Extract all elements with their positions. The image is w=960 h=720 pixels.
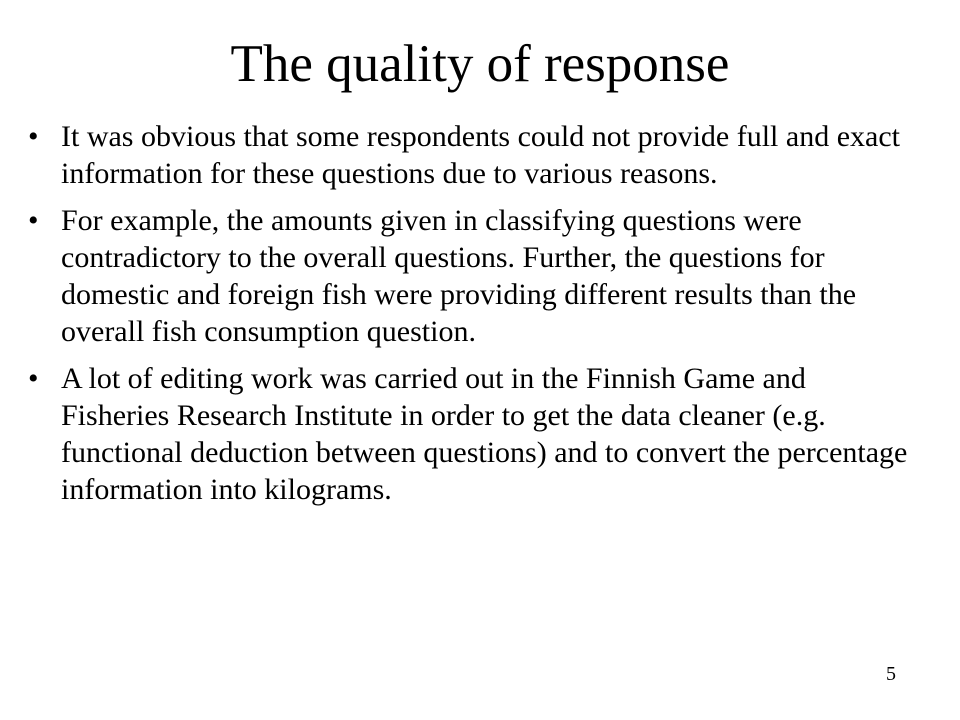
slide-title: The quality of response xyxy=(230,35,730,93)
bullet-icon: • xyxy=(28,362,39,395)
slide-number: 5 xyxy=(886,663,896,685)
bullet-item xyxy=(28,360,908,508)
bullet-text: It was obvious that some respondents could not provide full and exact information for these questions due to various reasons. xyxy=(61,120,900,190)
bullet-item xyxy=(28,202,908,350)
bullet-list xyxy=(28,118,908,518)
bullet-icon: • xyxy=(28,120,39,153)
bullet-text: A lot of editing work was carried out in the Finnish Game and Fisheries Research Institute in order to get the data cleaner (e.g. functional deduction between questions) and to convert the percentage information into kilograms. xyxy=(61,362,908,506)
bullet-item xyxy=(28,118,908,192)
bullet-icon: • xyxy=(28,204,39,237)
bullet-text: For example, the amounts given in classifying questions were contradictory to the overall questions. Further, the questions for domestic and foreign fish were providing different results than the overall fish consumption question. xyxy=(61,204,857,348)
